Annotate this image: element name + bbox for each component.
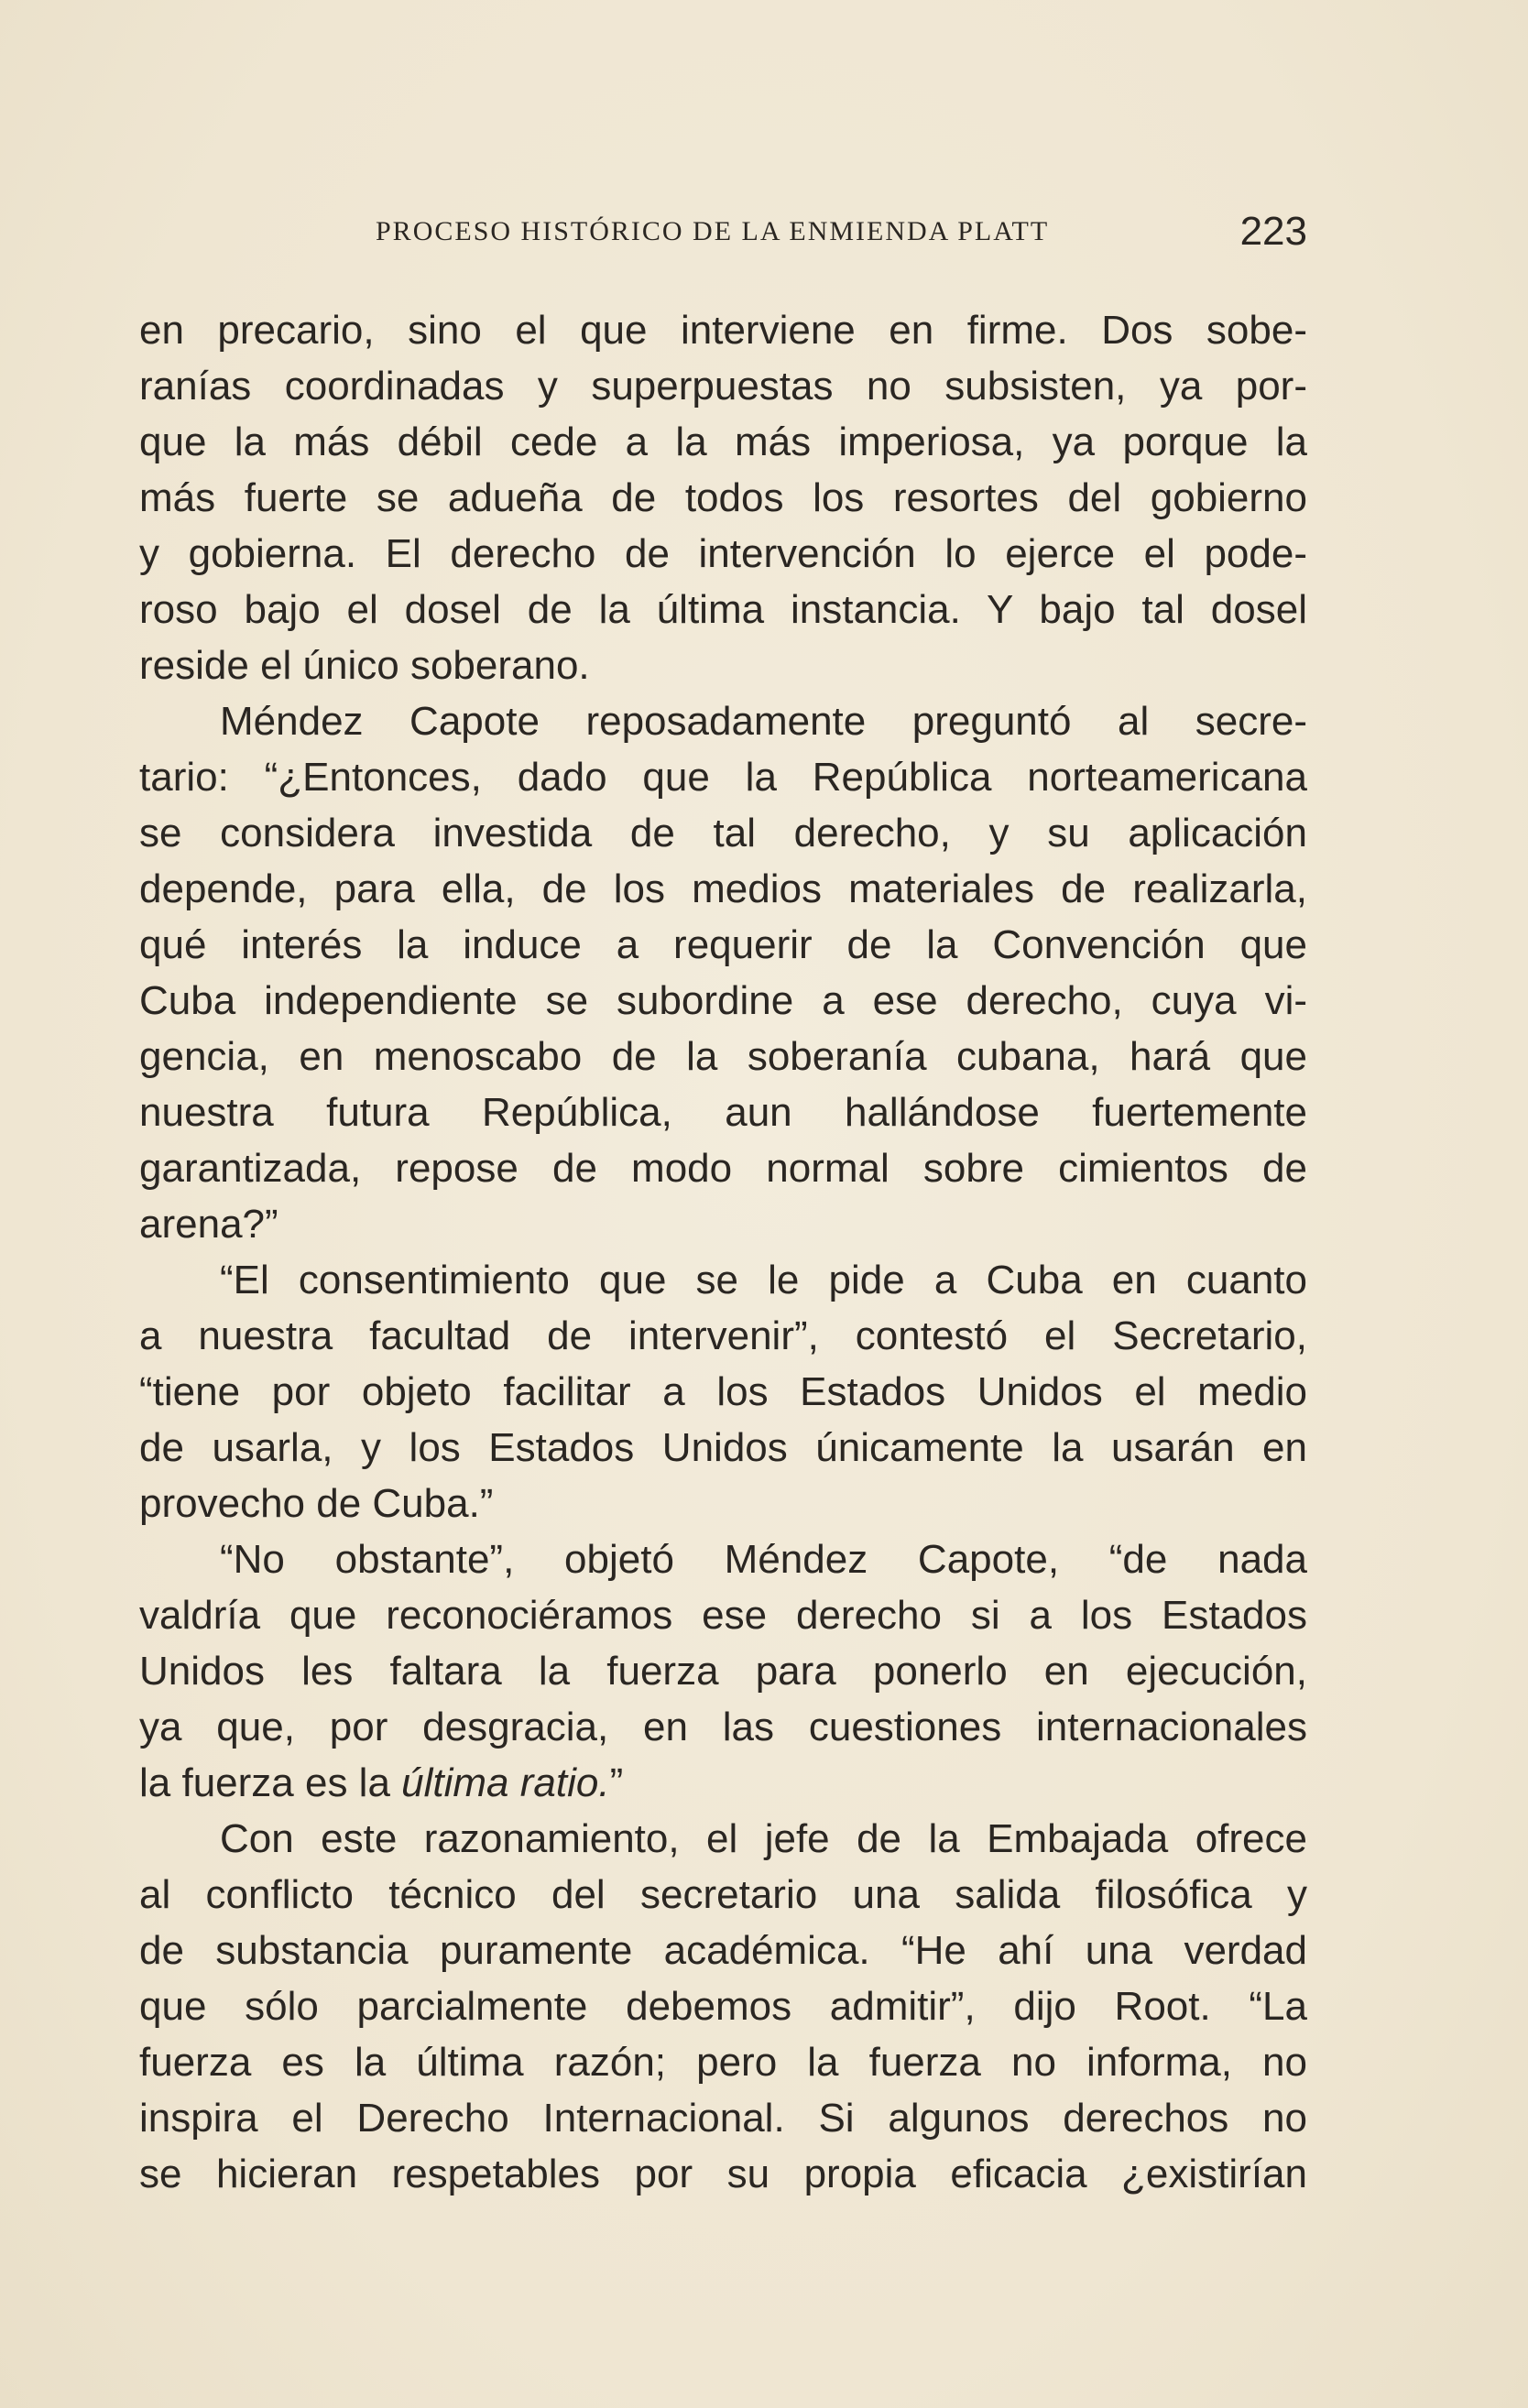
text-line: tario: “¿Entonces, dado que la República norteamericana [139, 755, 1307, 800]
text-line: arena?” [139, 1202, 278, 1247]
text-line: ya que, por desgracia, en las cuestiones internacionales [139, 1705, 1307, 1749]
paragraph-3 [139, 1252, 1307, 1531]
text-line: qué interés la induce a requerir de la Convención que [139, 922, 1307, 967]
text-line: valdría que reconociéramos ese derecho si a los Estados [139, 1593, 1307, 1638]
text-line: de usarla, y los Estados Unidos únicamente la usarán en [139, 1425, 1307, 1470]
text-line: garantizada, repose de modo normal sobre cimientos de [139, 1146, 1307, 1191]
text-line: “tiene por objeto facilitar a los Estados Unidos el medio [139, 1369, 1307, 1414]
paragraph-4 [139, 1531, 1307, 1811]
text-line: Cuba independiente se subordine a ese derecho, cuya vi- [139, 978, 1307, 1023]
text-line: que la más débil cede a la más imperiosa, ya porque la [139, 419, 1307, 464]
text-line [139, 1755, 1307, 1811]
text-line: a nuestra facultad de intervenir”, contestó el Secretario, [139, 1313, 1307, 1358]
body-text [139, 302, 1307, 2202]
text-line: se hicieran respetables por su propia eficacia ¿existirían [139, 2152, 1307, 2196]
page-header [139, 209, 1307, 264]
text-line: que sólo parcialmente debemos admitir”, dijo Root. “La [139, 1984, 1307, 2029]
text-line: roso bajo el dosel de la última instancia. Y bajo tal dosel [139, 587, 1307, 632]
page-number: 223 [1239, 209, 1307, 254]
text-line: ranías coordinadas y superpuestas no subsisten, ya por- [139, 364, 1307, 409]
text-line: Unidos les faltara la fuerza para ponerlo en ejecución, [139, 1649, 1307, 1694]
text-line: de substancia puramente académica. “He ahí una verdad [139, 1928, 1307, 1973]
text-line: gencia, en menoscabo de la soberanía cubana, hará que [139, 1034, 1307, 1079]
italic-phrase: última ratio. [401, 1760, 610, 1805]
text-line: más fuerte se adueña de todos los resortes del gobierno [139, 475, 1307, 520]
text-line: inspira el Derecho Internacional. Si algunos derechos no [139, 2096, 1307, 2141]
text-line: “No obstante”, objetó Méndez Capote, “de nada [220, 1537, 1307, 1582]
text-line: se considera investida de tal derecho, y su aplicación [139, 811, 1307, 855]
paragraph-1 [139, 302, 1307, 693]
text-line: depende, para ella, de los medios materiales de realizarla, [139, 866, 1307, 911]
text-line: en precario, sino el que interviene en firme. Dos sobe- [139, 308, 1307, 353]
paragraph-5 [139, 1811, 1307, 2202]
text-segment: la fuerza es la [139, 1760, 402, 1805]
text-line: y gobierna. El derecho de intervención lo ejerce el pode- [139, 531, 1307, 576]
text-line: fuerza es la última razón; pero la fuerza no informa, no [139, 2040, 1307, 2085]
text-line: al conflicto técnico del secretario una salida filosófica y [139, 1872, 1307, 1917]
text-line: Méndez Capote reposadamente preguntó al secre- [220, 699, 1307, 744]
text-line: reside el único soberano. [139, 643, 590, 688]
text-line: Con este razonamiento, el jefe de la Embajada ofrece [220, 1816, 1307, 1861]
text-line: nuestra futura República, aun hallándose fuertemente [139, 1090, 1307, 1135]
text-segment: ” [609, 1760, 624, 1805]
running-title: PROCESO HISTÓRICO DE LA ENMIENDA PLATT [376, 216, 1050, 246]
paragraph-2 [139, 693, 1307, 1252]
text-line: “El consentimiento que se le pide a Cuba en cuanto [220, 1258, 1307, 1302]
text-line: provecho de Cuba.” [139, 1481, 494, 1526]
